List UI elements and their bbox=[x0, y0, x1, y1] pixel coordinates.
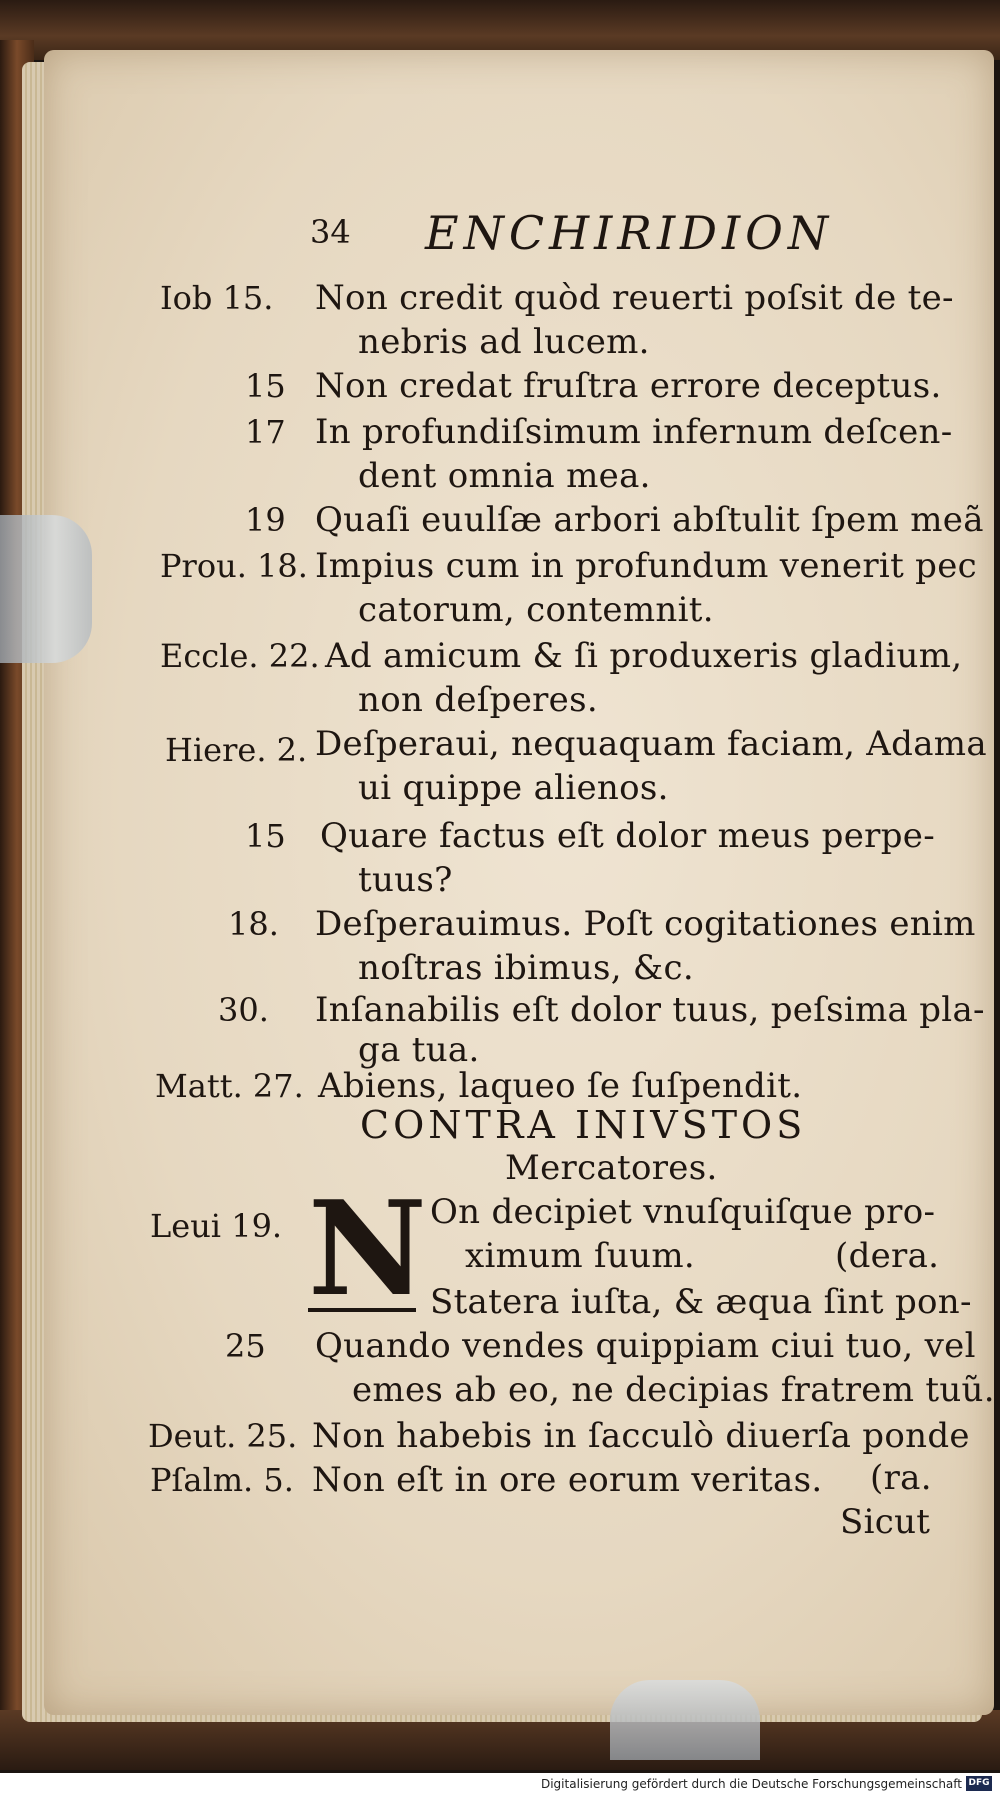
text-line: Deſperaui, nequaquam faciam, Adama bbox=[315, 724, 987, 764]
text-line: Non credit quòd reuerti poſsit de te- bbox=[315, 278, 954, 318]
text-line: On decipiet vnuſquiſque pro- bbox=[430, 1192, 936, 1232]
ref-label: Hiere. 2. bbox=[165, 731, 308, 769]
ref-label: Iob 15. bbox=[160, 279, 274, 317]
ref-label: 25 bbox=[225, 1327, 266, 1365]
ref-label: 18. bbox=[228, 905, 279, 943]
text-line: Non eſt in ore eorum veritas. bbox=[312, 1460, 823, 1500]
text-line: Impius cum in profundum venerit pec bbox=[315, 546, 977, 586]
text-line: dent omnia mea. bbox=[358, 456, 651, 496]
text-line: noſtras ibimus, &c. bbox=[358, 948, 694, 988]
catchword: Sicut bbox=[840, 1502, 931, 1542]
footer-credit: Digitalisierung gefördert durch die Deutsche Forschungsgemeinschaft bbox=[540, 1777, 962, 1791]
ref-label: Pſalm. 5. bbox=[150, 1461, 294, 1499]
ref-label: 15 bbox=[245, 817, 286, 855]
text-line: Non habebis in ſacculò diuerſa ponde bbox=[312, 1416, 970, 1456]
ref-label: Matt. 27. bbox=[155, 1067, 304, 1105]
ref-label: 17 bbox=[245, 413, 286, 451]
ref-label: Deut. 25. bbox=[148, 1417, 298, 1455]
runover-text: (dera. bbox=[835, 1236, 940, 1276]
page-number: 34 bbox=[310, 213, 351, 251]
text-line: ga tua. bbox=[358, 1030, 480, 1070]
text-line: Abiens, laqueo ſe ſuſpendit. bbox=[318, 1066, 803, 1106]
text-line: Non credat fruſtra errore deceptus. bbox=[315, 366, 942, 406]
text-line: Deſperauimus. Poſt cogitationes enim bbox=[315, 904, 976, 944]
text-line: nebris ad lucem. bbox=[358, 322, 650, 362]
section-subheading: Mercatores. bbox=[505, 1148, 718, 1188]
section-heading: CONTRA INIVSTOS bbox=[360, 1103, 807, 1147]
ref-label: Prou. 18. bbox=[160, 547, 308, 585]
text-line: tuus? bbox=[358, 860, 453, 900]
text-line: catorum, contemnit. bbox=[358, 590, 714, 630]
text-line: Quaſi euulſæ arbori abſtulit ſpem meã bbox=[315, 500, 984, 540]
runover-text: (ra. bbox=[870, 1458, 932, 1498]
text-line: ximum ſuum. bbox=[465, 1236, 695, 1276]
dfg-logo: DFG bbox=[966, 1776, 992, 1791]
text-line: Quando vendes quippiam ciui tuo, vel bbox=[315, 1326, 976, 1366]
text-line: Quare factus eſt dolor meus perpe- bbox=[320, 816, 935, 856]
running-title: ENCHIRIDION bbox=[425, 206, 834, 260]
drop-initial: N bbox=[308, 1172, 427, 1325]
text-line: Statera iuſta, & æqua ſint pon- bbox=[430, 1282, 972, 1322]
ref-label: 15 bbox=[245, 367, 286, 405]
text-line: emes ab eo, ne decipias fratrem tuũ. bbox=[352, 1370, 995, 1410]
ref-label: 19 bbox=[245, 501, 286, 539]
ref-label: Eccle. 22. bbox=[160, 637, 320, 675]
text-line: non deſperes. bbox=[358, 680, 598, 720]
text-line: Inſanabilis eſt dolor tuus, peſsima pla- bbox=[315, 990, 985, 1030]
text-line: In profundiſsimum infernum deſcen- bbox=[315, 412, 953, 452]
text-line: Ad amicum & ſi produxeris gladium, bbox=[325, 636, 963, 676]
text-line: ui quippe alienos. bbox=[358, 768, 669, 808]
ref-label: 30. bbox=[218, 991, 269, 1029]
ref-label: Leui 19. bbox=[150, 1207, 283, 1245]
